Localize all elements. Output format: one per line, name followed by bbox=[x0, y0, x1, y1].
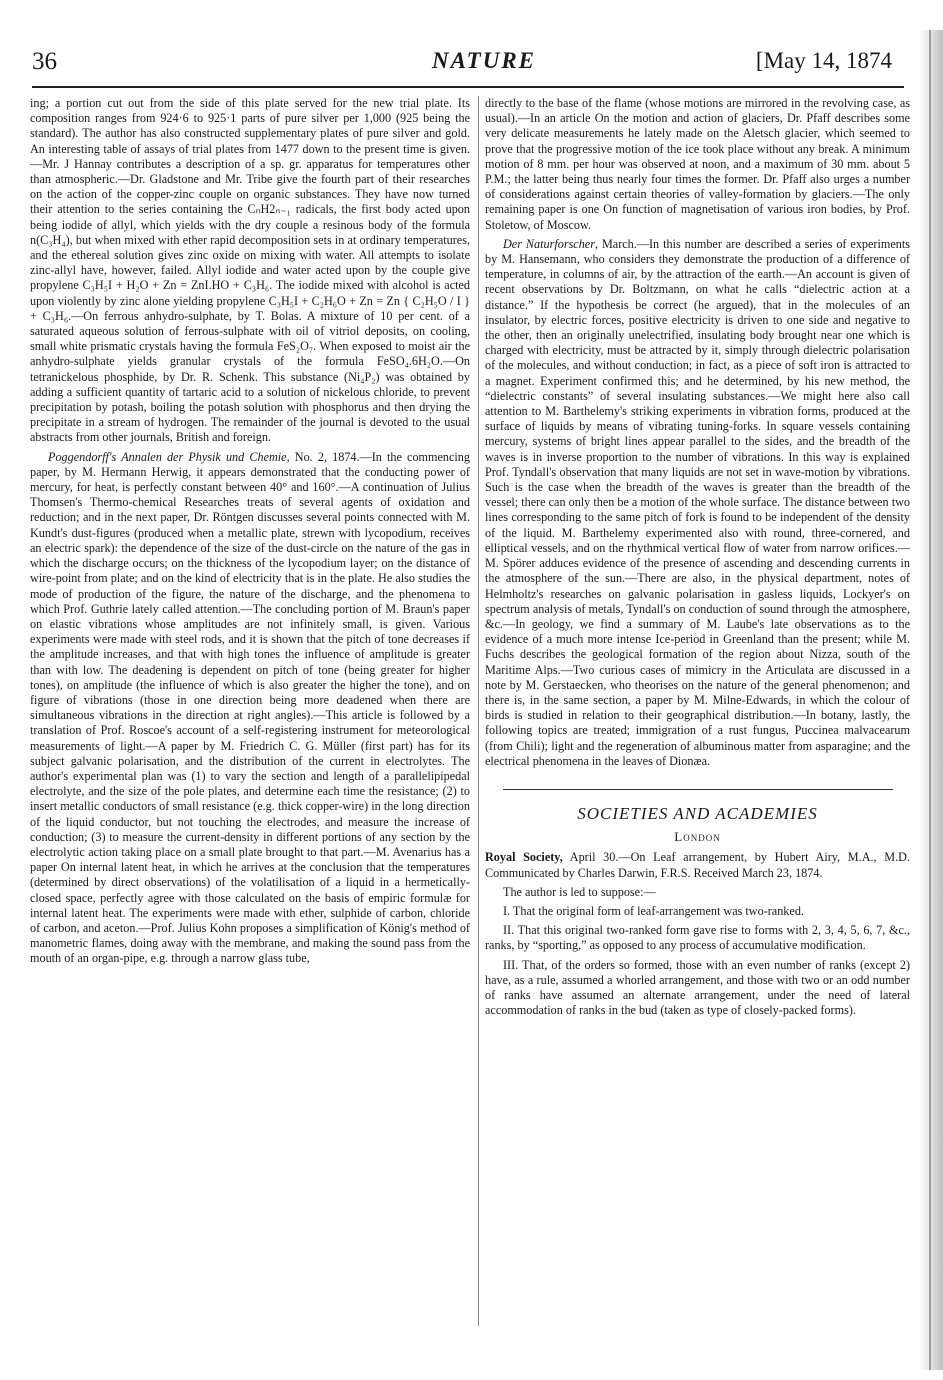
paragraph bbox=[30, 450, 470, 967]
section-title: SOCIETIES AND ACADEMIES bbox=[577, 803, 818, 823]
journal-title: NATURE bbox=[432, 48, 537, 73]
right-column bbox=[485, 96, 910, 1018]
source-title: Der Naturforscher bbox=[503, 236, 595, 251]
section-subtitle: London bbox=[674, 829, 721, 845]
society-intro: April 30.—On Leaf arrangement, by Hubert Airy, M.A., M.D. Communicated by Charles Darwin, F.R.S. Received March 23, 1874. bbox=[485, 850, 910, 880]
page-header bbox=[22, 46, 902, 76]
paragraph bbox=[485, 237, 910, 769]
section-rule bbox=[503, 789, 893, 790]
paragraph-body: , March.—In this number are described a series of experiments by M. Hansemann, who considers they demonstrate the production of a difference of temperature, in columns of air, by the attraction of the earth.—An account is given of recent observations by Dr. Boltzmann, on what he calls “dielectric action at a distance.” If the hypothesis be correct (he argued), that in the molecules of an insulator, by electric forces, positive electricity is driven to one side and negative to the other, then an originally unelectrified, insulating body brought near one which is charged with electricity, must be attracted by it, simply through dielectric polarisation of the molecules, and without conduction; in fact, as a piece of soft iron is attracted to a magnet. Experiment confirmed this; and he determined, by his new method, the “dielectric constants” of several insulating substances.—We might here also call attention to M. Barthelemy's striking experiments in vibration forms, produced at the surface of liquids by means of vibrating tuning-forks. In square vessels containing mercury, systems of bright lines appear parallel to the sides, and the breadth of the waves is in inverse proportion to the number of vibrations. In this way is explained Prof. Tyndall's observation that many liquids are not set in wave-motion by vibrations. Such is the case when the breadth of the waves is greater than the breadth of the vessel; there can only then be a motion of the whole surface. The distance between two lines corresponding to the same pitch of fork is found to be independent of the density of the liquid. M. Barthelemy experimented also with round, three-cornered, and elliptical vessels, and on the rhythmical vertical flow of water from narrow orifices.—M. Spörer adduces evidence of the presence of ascending and descending currents in the atmosphere of the sun.—There are also, in the physical department, notes of Helmholtz's researches on galvanic polarisation in gasless liquids, Lockyer's on spectrum analysis of metals, Tyndall's on conduction of sound through the atmosphere, &c.—In geology, we find a summary of M. Laube's late observations as to the evidence of a much more intense Ice-period in Greenland than the present; while M. Fuchs describes the geological formation of the region about Nizza, south of the Maritime Alps.—Two curious cases of mimicry in the Articulata are discussed in a note by M. Gerstaecken, who theorises on the nature of the general phenomenon; and there is, in the same section, a paper by M. Milne-Edwards, in which the colour of birds is studied in relation to their geographical distribution.—In botany, lastly, the following topics are treated; immigration of a rust fungus, Puccinea malvacearum (from Chili); light and the regeneration of albuminous matter from asparagine; and the electrical phenomena in the leaves of Dionæa. bbox=[485, 236, 910, 768]
list-item: I. That the original form of leaf-arrangement was two-ranked. bbox=[503, 903, 804, 918]
column-divider bbox=[478, 96, 479, 1326]
society-name: Royal Society, bbox=[485, 850, 563, 865]
paragraph: ing; a portion cut out from the side of this plate served for the new trial plate. Its composition ranges from 924·6 to 925·1 parts of pure silver per 1,000 (925 being the standard). The author has also constructed supplementary plates of pure silver and gold. An interesting table of assays of trial plates from 1477 down to the present time is given.—Mr. J Hannay contributes a description of a sp. gr. apparatus for temperatures other than atmospheric.—Dr. Gladstone and Mr. Tribe give the fourth part of their researches on the action of the copper-zinc couple on organic substances. They have now turned their attention to the series containing the CₙH2ₙ₋₁ radicals, the first body acted upon being iodide of allyl, which yields with the dry couple a resinous body of the formula n(C₃H₄), but when mixed with ether rapid decomposition sets in at ordinary temperatures, and the ethereal solution gives zinc oxide on mixing with water. All attempts to isolate zinc-allyl have, however, failed. Allyl iodide and water acted upon by the couple give propylene C₃H₅I + H₂O + Zn = ZnI.HO + C₃H₆. The iodide mixed with alcohol is acted upon violently by zinc alone yielding propylene C₃H₅I + C₂H₆O + Zn = Zn { C₂H₅O / I } + C₃H₆.—On ferrous anhydro-sulphate, by T. Bolas. A mixture of 10 per cent. of a saturated aqueous solution of ferrous-sulphate with oil of vitriol deposits, on cooling, small white prismatic crystals having the formula FeS₂O₇. When exposed to moist air the anhydro-sulphate yields granular crystals of the formula FeSO₄.6H₂O.—On tetranickelous phosphide, by Dr. R. Schenk. This substance (Ni₄P₂) was obtained by adding a sufficient quantity of tartaric acid to a solution of nickelous chloride, to prevent precipitation by potash, boiling the potash solution with phosphorus and then drying the precipitate in a stream of hydrogen. The remainder of the journal is devoted to the usual abstracts from other journals, British and foreign. bbox=[30, 96, 470, 445]
page-binding-edge bbox=[919, 30, 943, 1370]
society-entry bbox=[485, 850, 910, 880]
list-item: III. That, of the orders so formed, those with an even number of ranks (except 2) have, as a rule, assumed a whorled arrangement, and those with two or an odd number of ranks have assumed an alternate arrangement, under the need of lateral accommodation of ranks in the bud (taken as type of closely-packed forms). bbox=[485, 957, 910, 1018]
left-column bbox=[30, 96, 470, 967]
source-title: Poggendorff's Annalen der Physik und Chemie bbox=[48, 449, 287, 464]
page-number: 36 bbox=[32, 48, 57, 75]
paragraph: The author is led to suppose:— bbox=[503, 884, 656, 899]
header-rule bbox=[32, 86, 904, 88]
list-item: II. That this original two-ranked form gave rise to forms with 2, 3, 4, 5, 6, 7, &c., ranks, by “sporting,” as opposed to any process of accumulative modification. bbox=[485, 923, 910, 953]
paragraph: directly to the base of the flame (whose motions are mirrored in the revolving case, as usual).—In an article On the motion and action of glaciers, Dr. Pfaff describes some very delicate measurements he lately made on the Aletsch glacier, which seemed to prove that the progressive motion of the ice took place without any break. A minimum motion of 8 mm. per hour was observed at noon, and a maximum of 30 mm. about 5 P.M.; the latter being thus nearly four times the former. Dr. Pfaff also urges a number of considerations against certain theories of valley-formation by glaciers.—The only remaining paper is one On function of magnetisation of various iron bodies, by Prof. Stoletow, of Moscow. bbox=[485, 96, 910, 232]
issue-date: [May 14, 1874 bbox=[755, 48, 892, 73]
paragraph-body: , No. 2, 1874.—In the commencing paper, by M. Hermann Herwig, it appears demonstrated that the conducting power of mercury, for heat, is perfectly constant between 40° and 160°.—A continuation of Julius Thomsen's Thermo-chemical Researches treats of several agents of oxidation and reduction; and in the next paper, Dr. Röntgen discusses several points connected with M. Kundt's dust-figures (produced when a metallic plate, strewn with lycopodium, receives an electric spark): the dependence of the size of the dust-circle on the nature of the gas in which the discharge occurs; on the thickness of the lycopodium layer; on the distance of wire-point from plate; and on the kind of electricity that is in the plate. He also studies the mode of production of the figure, the nature of the discharge, and the phenomena to which Prof. Guthrie lately called attention.—The concluding portion of M. Braun's paper on elastic vibrations whose amplitudes are not infinitely small, is given. Various experiments were made with steel rods, and it is shown that the pitch of tone decreases if the amplitude increases, and that with high tones the influence of amplitude is greater than with low. The deadening is dependent on pitch of tone (being greater for higher tones), on amplitude (the influence of which is also greater the higher the tone), and on figure of vibrations (those in one direction being more deadened when there are simultaneous vibrations in the direction at right angles).—This article is followed by a translation of Prof. Roscoe's account of a self-registering instrument for meteorological measurements of light.—A paper by M. Friedrich C. G. Müller (first part) has for its subject galvanic polarisation, and the distribution of the current in electrolytes. The author's experimental plan was (1) to vary the section and length of a parallelipipedal electrolyte, and the size of the pole plates, and determine each time the resistance; (2) to insert metallic conductors of small resistance (e.g. thick copper-wire) in the long direction of the liquid conductor, but not touching the electrodes, and measure the increase of conduction; (3) to measure the current-density in different portions of any section by the electrolytic action taking place on a small plate brought to that part.—M. Avenarius has a paper On internal latent heat, in which he arrives at the conclusion that the temperatures (determined by direct observations) of the volatilisation of a liquid in a hermetically-closed space, perfectly agree with those calculated on the basis of empiric formulæ for internal latent heat. The experiments were made with ether, sulphide of carbon, chloride of carbon, and aceton.—Prof. Julius Kohn proposes a simplification of König's method of manometric flames, doing away with the membrane, and making the sound pass from the mouth of an organ-pipe, e.g. through a narrow glass tube, bbox=[30, 449, 470, 966]
